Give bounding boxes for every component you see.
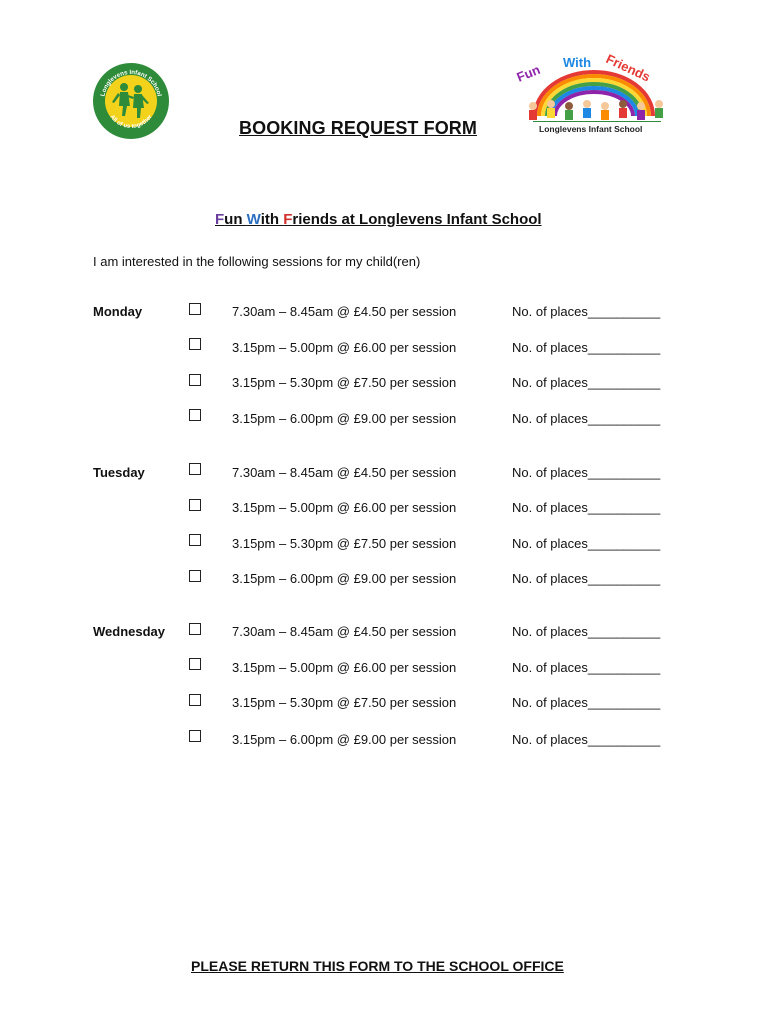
places-field[interactable]: No. of places__________ [512, 411, 661, 426]
return-instruction: PLEASE RETURN THIS FORM TO THE SCHOOL OFFICE [191, 958, 564, 974]
day-label-tuesday: Tuesday [93, 465, 145, 480]
session-checkbox[interactable] [189, 338, 201, 350]
places-field[interactable]: No. of places__________ [512, 732, 661, 747]
subtitle-part: ith [260, 211, 284, 228]
places-field[interactable]: No. of places__________ [512, 660, 661, 675]
form-subtitle [215, 211, 542, 228]
places-field[interactable]: No. of places__________ [512, 624, 661, 639]
subtitle-letter-f: F [215, 211, 225, 228]
session-time-price: 3.15pm – 5.30pm @ £7.50 per session [232, 375, 457, 390]
session-time-price: 3.15pm – 6.00pm @ £9.00 per session [232, 411, 457, 426]
svg-text:All of us together: All of us together [108, 114, 154, 131]
session-time-price: 3.15pm – 5.00pm @ £6.00 per session [232, 660, 457, 675]
session-checkbox[interactable] [189, 570, 201, 582]
intro-text: I am interested in the following sessions for my child(ren) [93, 254, 421, 269]
form-title: BOOKING REQUEST FORM [239, 118, 478, 138]
session-checkbox[interactable] [189, 499, 201, 511]
session-time-price: 3.15pm – 5.30pm @ £7.50 per session [232, 695, 457, 710]
logo-caption: Longlevens Infant School [539, 124, 643, 134]
session-checkbox[interactable] [189, 409, 201, 421]
svg-text:Longlevens Infant School: Longlevens Infant School [99, 68, 163, 98]
session-time-price: 3.15pm – 6.00pm @ £9.00 per session [232, 732, 457, 747]
session-checkbox[interactable] [189, 730, 201, 742]
session-time-price: 3.15pm – 5.00pm @ £6.00 per session [232, 500, 457, 515]
places-field[interactable]: No. of places__________ [512, 465, 661, 480]
subtitle-part: riends at Longlevens Infant School [292, 211, 542, 228]
session-checkbox[interactable] [189, 463, 201, 475]
subtitle-part: un [224, 211, 247, 228]
school-badge-icon [92, 62, 170, 140]
day-label-monday: Monday [93, 304, 143, 319]
subtitle-letter-f2: F [283, 211, 293, 228]
day-label-wednesday: Wednesday [93, 624, 166, 639]
session-checkbox[interactable] [189, 534, 201, 546]
places-field[interactable]: No. of places__________ [512, 536, 661, 551]
session-checkbox[interactable] [189, 374, 201, 386]
session-checkbox[interactable] [189, 623, 201, 635]
svg-text:With: With [563, 55, 592, 70]
places-field[interactable]: No. of places__________ [512, 304, 661, 319]
session-time-price: 3.15pm – 5.30pm @ £7.50 per session [232, 536, 457, 551]
session-time-price: 3.15pm – 6.00pm @ £9.00 per session [232, 571, 457, 586]
places-field[interactable]: No. of places__________ [512, 500, 661, 515]
session-time-price: 3.15pm – 5.00pm @ £6.00 per session [232, 340, 457, 355]
places-field[interactable]: No. of places__________ [512, 695, 661, 710]
places-field[interactable]: No. of places__________ [512, 375, 661, 390]
session-checkbox[interactable] [189, 303, 201, 315]
session-time-price: 7.30am – 8.45am @ £4.50 per session [232, 304, 457, 319]
svg-text:Fun: Fun [514, 61, 543, 85]
session-checkbox[interactable] [189, 658, 201, 670]
places-field[interactable]: No. of places__________ [512, 340, 661, 355]
fun-with-friends-logo [513, 52, 675, 144]
places-field[interactable]: No. of places__________ [512, 571, 661, 586]
session-time-price: 7.30am – 8.45am @ £4.50 per session [232, 465, 457, 480]
svg-text:Friends: Friends [603, 52, 653, 85]
school-badge-logo [92, 62, 170, 140]
session-checkbox[interactable] [189, 694, 201, 706]
subtitle-letter-w: W [246, 211, 261, 228]
session-time-price: 7.30am – 8.45am @ £4.50 per session [232, 624, 457, 639]
